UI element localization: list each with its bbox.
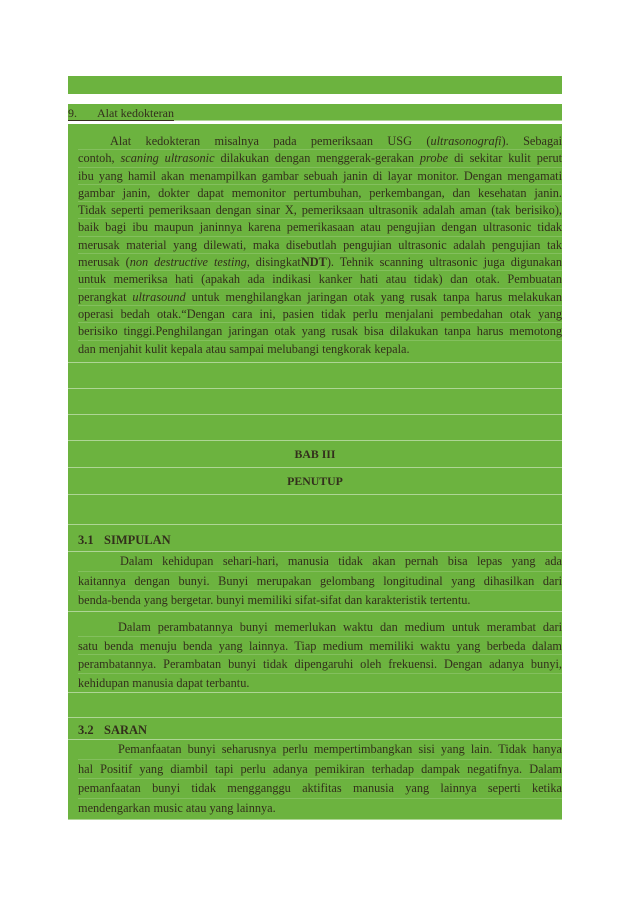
section-heading [68,104,562,121]
top-green-bar [68,76,562,94]
italic-term: scaning ultrasonic [120,151,215,166]
blank-row [68,415,562,441]
italic-term: probe [419,151,449,166]
text-line [78,202,562,219]
text-run: Tidak seperti pemeriksaan dengan sinar X, pemeriksaan ultrasonik adalah aman (tak berisiko), [78,203,562,218]
text-run: kehidupan manusia dapat terbantu. [78,675,250,690]
text-run: contoh, [78,151,121,166]
subsection-heading-conclusion [68,525,562,552]
text-line [78,740,562,760]
text-line [78,219,562,236]
text-line [78,655,562,674]
text-run: pemanfaatan bunyi tidak mengganggu aktifitas manusia yang lainnya seperti ketika [78,781,562,796]
text-line [78,133,562,150]
section-number: 9. [68,106,77,120]
text-run: berisiko tinggi.Penghilangan jaringan otak yang rusak bisa dilakukan tanpa harus memotong [78,324,562,339]
text-line [78,618,562,637]
chapter-title-row [68,468,562,495]
text-line [78,552,562,572]
text-line [78,271,562,288]
text-run: baik bagi ibu maupun janinnya karena pemerikasaan atau pengujian dengan ultrasonic tidak [78,220,562,235]
text-line [78,572,562,592]
text-line [78,306,562,323]
text-run: Alat kedokteran misalnya pada pemeriksaan USG ( [110,134,431,148]
italic-term: non destructive testing [129,255,247,270]
blank-row [68,363,562,389]
text-line [78,150,562,167]
subsection-title: SARAN [104,723,148,737]
text-line [78,591,562,611]
heading-text [68,107,174,121]
text-run: satu benda menuju benda yang lainnya. Tiap medium memiliki waktu yang berbeda dalam [78,638,562,653]
text-run: dan menjahit kulit kepala atau sampai melubangi tengkorak kepala. [78,341,410,356]
blank-row [68,389,562,415]
section-title: Alat kedokteran [97,106,174,120]
bold-term: NDT [300,255,327,270]
text-line [78,341,562,358]
chapter-number: BAB III [294,447,336,461]
text-line [78,799,562,819]
text-run: kaitannya dengan bunyi. Bunyi merupakan gelombang longitudinal yang dihasilkan dari [78,573,562,588]
italic-term: ultrasound [132,289,186,304]
text-run: hal Positif yang diambil tapi perlu adanya pemikiran terhadap dampak negatifnya. Dalam [78,761,562,776]
text-run: benda-benda yang bergetar. bunyi memiliki sifat-sifat dan karakteristik tertentu. [78,593,471,607]
blank-row [68,495,562,525]
text-line [78,779,562,799]
text-line [78,323,562,340]
subsection-number: 3.2 [78,723,94,737]
text-run: Dalam kehidupan sehari-hari, manusia tidak akan pernah bisa lepas yang ada [120,554,562,568]
paragraph-conclusion-2 [68,612,562,693]
subsection-title: SIMPULAN [104,533,171,547]
text-line [78,254,562,271]
chapter-number-row [68,441,562,468]
text-line [78,289,562,306]
text-run: gambar janin, dokter dapat memonitor pertumbuhan, perkembangan, dan kesehatan janin. [78,185,562,200]
text-run: ). Tehnik scanning ultrasonic juga digunakan [326,255,562,270]
text-run: ). Sebagai [501,134,562,148]
text-run: Pemanfaatan bunyi seharusnya perlu mempertimbangkan sisi yang lain. Tidak hanya [118,742,562,756]
text-run: Dalam perambatannya bunyi memerlukan waktu dan medium untuk merambat dari [118,620,562,634]
blank-row [68,693,562,718]
subsection-number: 3.1 [78,533,94,547]
text-line [78,185,562,202]
text-run: merusak ( [78,255,130,270]
chapter-title: PENUTUP [287,474,343,488]
text-run: untuk memeriksa hati (apakah ada indikasi kanker hati atau tidak) dan otak. Pembuatan [78,272,562,287]
subsection-heading-suggestion [68,718,562,740]
text-line [78,237,562,254]
text-line [78,674,562,693]
text-line [78,760,562,780]
text-run: dilakukan dengan menggerak-gerakan [214,151,420,166]
text-run: merusak material yang dilewati, maka disebutlah pengujian ultrasonic adalah pengujian tak [78,237,562,252]
text-run: perambatannya. Perambatan bunyi tidak dipengaruhi oleh frekuensi. Dengan adanya bunyi, [78,657,562,671]
text-line [78,168,562,185]
text-run: , disingkat [246,255,301,270]
paragraph-conclusion-1 [68,552,562,612]
italic-term: ultrasonografi [430,134,502,148]
text-run: mendengarkan music atau yang lainnya. [78,801,276,816]
text-run: ibu yang hamil akan menampilkan gambar sebuah janin di layar monitor. Dengan mengamati [78,168,562,183]
text-run: di sekitar kulit perut [448,151,562,166]
text-run: perangkat [78,289,133,304]
text-run: operasi bedah otak.“Dengan cara ini, pasien tidak perlu menjalani pembedahan otak yang [78,306,562,321]
paragraph-medical-ultrasound [68,124,562,363]
paragraph-suggestion [68,740,562,820]
text-line [78,637,562,656]
text-run: untuk menghilangkan jaringan otak yang rusak tanpa harus melakukan [185,289,562,304]
